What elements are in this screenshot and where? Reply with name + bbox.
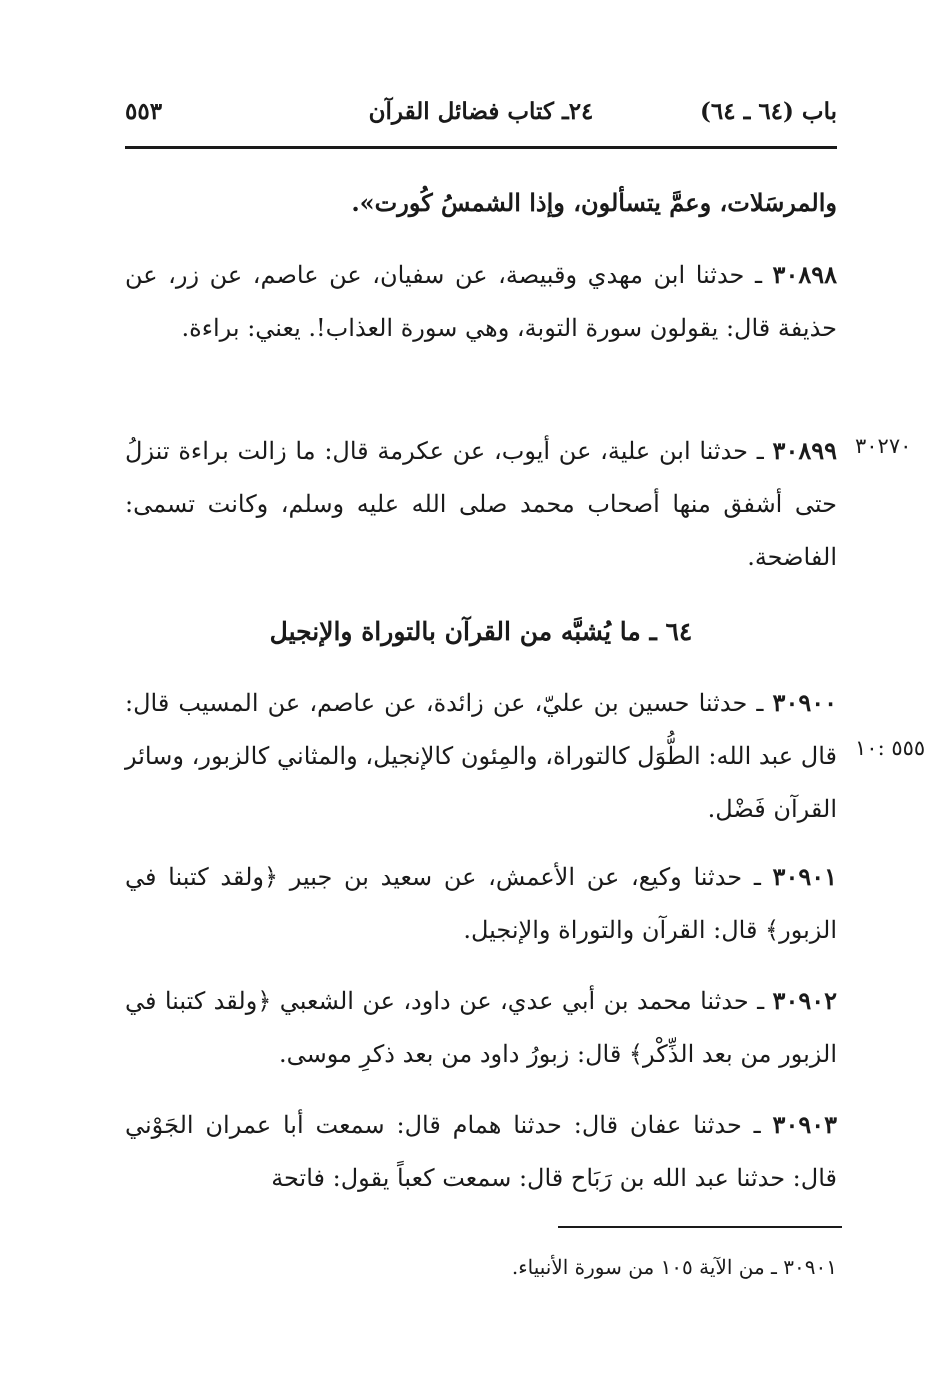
hadith-text: ـ حدثنا وكيع، عن الأعمش، عن سعيد بن جبير ﴿ولقد كتبنا في الزبور﴾ قال: القرآن والتوراة والإنجيل. xyxy=(125,863,837,944)
hadith-30898 xyxy=(125,248,837,355)
paragraph-continuation xyxy=(125,176,837,229)
hadith-text: ـ حدثنا حسين بن عليّ، عن زائدة، عن عاصم، عن المسيب قال: قال عبد الله: الطُّوَل كالتوراة، والمِئون كالإنجيل، والمثاني كالزبور، وسائر القرآن فَضْل. xyxy=(125,689,837,823)
hadith-30900 xyxy=(125,676,837,836)
hadith-text: ـ حدثنا عفان قال: حدثنا همام قال: سمعت أبا عمران الجَوْني قال: حدثنا عبد الله بن رَبَاح قال: سمعت كعباً يقول: فاتحة xyxy=(125,1111,837,1192)
hadith-30899 xyxy=(125,424,837,584)
footnote-divider xyxy=(558,1226,842,1228)
hadith-30901 xyxy=(125,850,837,957)
hadith-number: ٣٠٩٠٣ xyxy=(772,1110,837,1139)
margin-reference: ٣٠٢٧٠ xyxy=(855,434,912,458)
chapter-reference: باب (٦٤ ـ ٦٤) xyxy=(699,98,837,125)
page-number: ٥٥٣ xyxy=(125,98,163,125)
section-heading: ٦٤ ـ ما يُشبَّه من القرآن بالتوراة والإنجيل xyxy=(269,617,693,646)
hadith-text: ـ حدثنا ابن مهدي وقبيصة، عن سفيان، عن عاصم، عن زر، عن حذيفة قال: يقولون سورة التوبة، وهي سورة العذاب!. يعني: براءة. xyxy=(125,261,837,342)
header-divider xyxy=(125,146,837,149)
paragraph-text: والمرسَلات، وعمَّ يتسألون، وإذا الشمسُ كُورت». xyxy=(351,188,837,217)
hadith-number: ٣٠٨٩٨ xyxy=(772,260,837,289)
hadith-text: ـ حدثنا محمد بن أبي عدي، عن داود، عن الشعبي ﴿ولقد كتبنا في الزبور من بعد الذِّكْر﴾ قال: زبورُ داود من بعد ذكرِ موسى. xyxy=(125,987,837,1068)
hadith-30902 xyxy=(125,974,837,1081)
margin-reference: ٥٥٥ :١٠ xyxy=(855,736,926,760)
footnote: ٣٠٩٠١ ـ من الآية ١٠٥ من سورة الأنبياء. xyxy=(511,1255,837,1279)
hadith-number: ٣٠٩٠٢ xyxy=(772,986,837,1015)
hadith-30903 xyxy=(125,1098,837,1205)
running-header xyxy=(125,98,837,138)
hadith-text: ـ حدثنا ابن علية، عن أيوب، عن عكرمة قال: ما زالت براءة تنزلُ حتى أشفق منها أصحاب محمد صلى الله عليه وسلم، وكانت تسمى: الفاضحة. xyxy=(125,437,837,571)
hadith-number: ٣٠٩٠١ xyxy=(772,862,837,891)
book-title: ٢٤ـ كتاب فضائل القرآن xyxy=(368,98,594,125)
hadith-number: ٣٠٨٩٩ xyxy=(772,436,837,465)
hadith-number: ٣٠٩٠٠ xyxy=(772,688,837,717)
